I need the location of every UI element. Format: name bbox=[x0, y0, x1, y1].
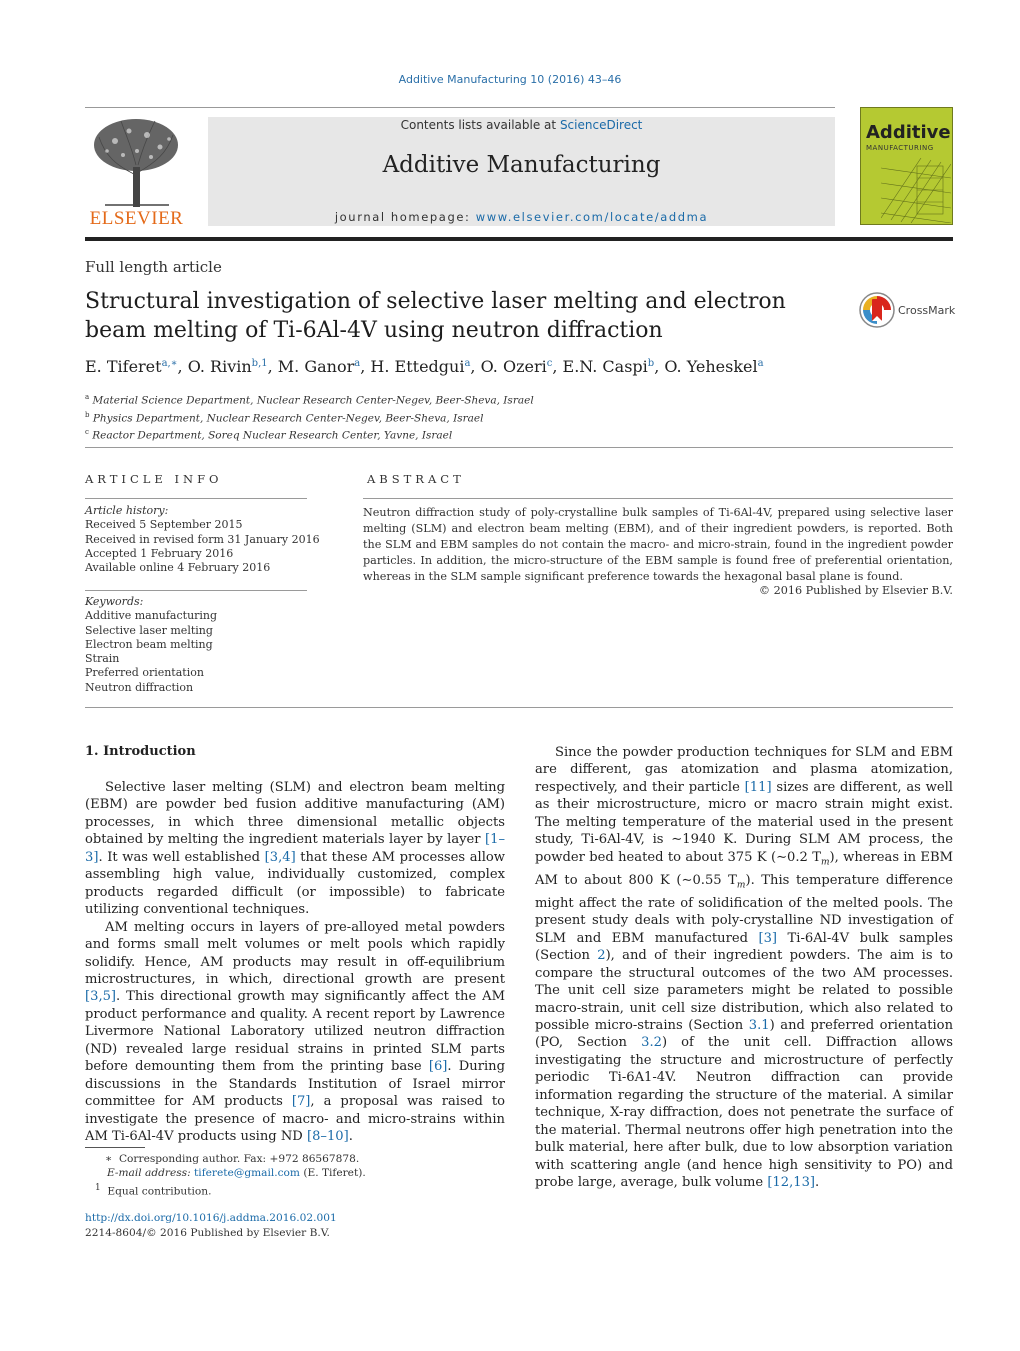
intro-paragraph-3: Since the powder production techniques for SLM and EBM are different, gas atomization and plasma atomization, respectively, and their particle [11] sizes are different, as well as their microstructure, micro or macro strain might exist. The melting temperature of the material used in the present study, Ti-6Al-4V, is ∼1940 K. During SLM AM process, the powder bed heated to about 375 K (∼0.2 $T_m$), whereas in EBM AM to about 800 K (∼0.55 $T_m$). This temperature difference might affect the rate of solidification of the melted pools. The present study deals with poly-crystalline ND investigation of SLM and EBM manufactured [3] Ti-6Al-4V bulk samples (Section 2), and of their ingredient powders. The aim is to compare the structural outcomes of the two AM processes. The unit cell size parameters might be related to possible macro-strain, unit cell size distribution, which also related to possible micro-strains (Section 3.1) and preferred orientation (PO, Section 3.2) of the unit cell. Diffraction allows investigating the structure and microstructure of perfectly periodic Ti-6A1-4V. Neutron diffraction can provide information regarding the structure of the material. A similar technique, X-ray diffraction, does not penetrate the surface of the material. Thermal neutrons offer high penetration into the bulk material, here after bulk, due to low absorption variation with scattering angle (and hence high sensitivity to PO) and probe large, average, bulk volume [12,13]. bbox=[535, 745, 954, 1191]
crossmark-icon bbox=[858, 291, 896, 329]
intro-paragraph-1: Selective laser melting (SLM) and electron beam melting (EBM) are powder bed fusion additive manufacturing (AM) processes, in which three dimensional metallic objects obtained by melting the ingredient materials layer by layer [1–3]. It was well established [3,4] that these AM processes allow assembling high value, individually customized, complex products regarded difficult (or impossible) to fabricate utilizing conventional techniques. bbox=[85, 780, 505, 918]
author-affiliation-marker[interactable]: c bbox=[546, 358, 553, 369]
citation-link[interactable]: [12,13] bbox=[767, 1175, 816, 1191]
journal-title: Additive Manufacturing bbox=[382, 152, 661, 178]
body-column-left bbox=[85, 779, 505, 1146]
keyword-item: Electron beam melting bbox=[85, 637, 213, 651]
journal-homepage bbox=[208, 210, 835, 224]
elsevier-tree-icon bbox=[85, 115, 188, 207]
keywords bbox=[85, 595, 217, 695]
citation-link[interactable]: 3.2 bbox=[641, 1035, 662, 1051]
cover-title: Additive bbox=[866, 122, 951, 143]
footnote-marker: 1 bbox=[95, 1182, 101, 1193]
homepage-link[interactable]: www.elsevier.com/locate/addma bbox=[475, 210, 709, 224]
citation-link[interactable]: [11] bbox=[744, 779, 772, 795]
introduction-heading: 1. Introduction bbox=[85, 744, 196, 759]
article-info-rule bbox=[85, 498, 307, 499]
author-affiliation-marker[interactable]: b bbox=[647, 358, 655, 369]
cover-lattice-icon bbox=[881, 158, 951, 223]
citation-link[interactable]: [1–3] bbox=[85, 832, 505, 865]
citation-link[interactable]: 3.1 bbox=[748, 1018, 770, 1034]
history-revised: Received in revised form 31 January 2016 bbox=[85, 532, 320, 546]
affiliation-item bbox=[85, 408, 534, 426]
abstract-bottom-rule bbox=[85, 707, 953, 708]
contents-line bbox=[208, 118, 835, 132]
keywords-heading: Keywords: bbox=[85, 595, 144, 608]
author-separator: , bbox=[654, 357, 665, 376]
crossmark-label: CrossMark bbox=[898, 304, 956, 317]
footnote-marker: ∗ bbox=[105, 1153, 113, 1165]
intro-paragraph-2: AM melting occurs in layers of pre-alloyed metal powders and forms small melt volumes or melt pools which rapidly solidify. Hence, AM products may result in off-equilibrium microstructures, in which, directional growth are present [3,5]. This directional growth may significantly affect the AM product performance and quality. A recent report by Lawrence Livermore National Laboratory utilized neutron diffraction (ND) revealed large residual strains in printed SLM parts before demounting them from the printing base [6]. During discussions in the Standards Institution of Israel mirror committee for AM products [7], a proposal was raised to investigate the presence of macro- and micro-strains within AM Ti-6Al-4V products using ND [8–10]. bbox=[85, 919, 505, 1145]
email-label: E-mail address: bbox=[107, 1167, 191, 1180]
affiliations bbox=[85, 390, 534, 443]
author-separator: , bbox=[552, 357, 563, 376]
footnote-text: Equal contribution. bbox=[107, 1185, 212, 1198]
journal-reference[interactable]: Additive Manufacturing 10 (2016) 43–46 bbox=[398, 73, 622, 86]
citation-link[interactable]: [8–10] bbox=[306, 1129, 349, 1145]
author-affiliation-marker[interactable]: a bbox=[354, 358, 361, 369]
keyword-item: Neutron diffraction bbox=[85, 680, 194, 694]
author-name[interactable]: O. Ozeri bbox=[480, 357, 547, 376]
citation-link[interactable]: 2 bbox=[597, 948, 606, 964]
abstract-heading: ABSTRACT bbox=[367, 472, 465, 486]
journal-cover[interactable] bbox=[860, 107, 953, 225]
doi-block bbox=[85, 1211, 337, 1241]
author-name[interactable]: O. Rivin bbox=[187, 357, 252, 376]
email-link[interactable]: tiferete@gmail.com bbox=[194, 1167, 300, 1180]
author-separator: , bbox=[470, 357, 481, 376]
footnote-text: Corresponding author. Fax: +972 86567878. bbox=[118, 1153, 360, 1165]
affiliation-text: Physics Department, Nuclear Research Center-Negev, Beer-Sheva, Israel bbox=[92, 412, 484, 424]
cover-subtitle: MANUFACTURING bbox=[866, 144, 934, 152]
history-received: Received 5 September 2015 bbox=[85, 518, 243, 532]
citation-link[interactable]: [7] bbox=[291, 1094, 311, 1110]
email-owner: (E. Tiferet). bbox=[303, 1167, 366, 1180]
equal-contribution-note bbox=[85, 1181, 366, 1199]
article-history bbox=[85, 504, 320, 575]
keyword-item: Preferred orientation bbox=[85, 666, 204, 680]
author-name[interactable]: H. Ettedgui bbox=[370, 357, 465, 376]
header-rule bbox=[85, 107, 835, 108]
citation-link[interactable]: [3,4] bbox=[264, 849, 296, 865]
email-note bbox=[85, 1166, 366, 1180]
author-list bbox=[85, 357, 764, 376]
author-name[interactable]: O. Yeheskel bbox=[664, 357, 758, 376]
author-affiliation-marker[interactable]: a bbox=[464, 358, 471, 369]
contents-prefix: Contents lists available at bbox=[400, 118, 560, 132]
article-history-heading: Article history: bbox=[85, 504, 169, 517]
author-separator: , bbox=[360, 357, 371, 376]
crossmark-badge[interactable] bbox=[858, 291, 958, 331]
homepage-prefix: journal homepage: bbox=[334, 210, 476, 224]
author-name[interactable]: E.N. Caspi bbox=[562, 357, 648, 376]
article-type: Full length article bbox=[85, 258, 222, 276]
doi-link[interactable]: http://dx.doi.org/10.1016/j.addma.2016.02.001 bbox=[85, 1212, 337, 1224]
keywords-rule bbox=[85, 590, 307, 591]
affiliation-marker: a bbox=[85, 393, 90, 401]
affiliation-marker: b bbox=[85, 410, 90, 419]
author-separator: , bbox=[267, 357, 278, 376]
author-name[interactable]: M. Ganor bbox=[277, 357, 355, 376]
affiliation-text: Reactor Department, Soreq Nuclear Research Center, Yavne, Israel bbox=[92, 429, 453, 442]
elsevier-wordmark: ELSEVIER bbox=[89, 208, 184, 229]
history-accepted: Accepted 1 February 2016 bbox=[85, 546, 234, 560]
author-separator: , bbox=[177, 357, 188, 376]
keyword-item: Selective laser melting bbox=[85, 623, 213, 637]
history-online: Available online 4 February 2016 bbox=[85, 561, 271, 575]
article-info-heading: ARTICLE INFO bbox=[85, 472, 223, 486]
citation-link[interactable]: [3] bbox=[758, 930, 778, 946]
issn-line: 2214-8604/© 2016 Published by Elsevier B.V. bbox=[85, 1227, 330, 1239]
keyword-item: Additive manufacturing bbox=[85, 609, 218, 623]
corresponding-author-note bbox=[85, 1152, 366, 1166]
sciencedirect-link[interactable]: ScienceDirect bbox=[559, 118, 643, 132]
citation-link[interactable]: [3,5] bbox=[85, 989, 117, 1005]
author-affiliation-marker[interactable]: a,∗ bbox=[161, 358, 178, 369]
body-column-right bbox=[535, 744, 953, 1192]
subscript: m bbox=[820, 857, 830, 868]
affiliations-rule bbox=[85, 447, 953, 448]
header-thick-rule bbox=[85, 237, 953, 241]
author-name[interactable]: E. Tiferet bbox=[85, 357, 162, 376]
elsevier-logo[interactable] bbox=[85, 115, 188, 230]
author-affiliation-marker[interactable]: b,1 bbox=[251, 358, 268, 369]
author-affiliation-marker[interactable]: a bbox=[757, 358, 764, 369]
footnote-rule bbox=[85, 1147, 145, 1148]
citation-link[interactable]: [6] bbox=[428, 1059, 448, 1075]
keyword-item: Strain bbox=[85, 652, 120, 666]
footnotes bbox=[85, 1152, 366, 1199]
article-title: Structural investigation of selective laser melting and electron beam melting of Ti-6Al-4V using neutron diffraction bbox=[85, 289, 786, 343]
abstract-copyright: © 2016 Published by Elsevier B.V. bbox=[758, 584, 953, 597]
affiliation-text: Material Science Department, Nuclear Research Center-Negev, Beer-Sheva, Israel bbox=[92, 394, 534, 407]
affiliation-item bbox=[85, 390, 534, 408]
abstract-text: Neutron diffraction study of poly-crystalline bulk samples of Ti-6Al-4V, prepared using selective laser melting (SLM) and electron beam melting (EBM), and of their ingredient powders, is reported. Both the SLM and EBM samples do not contain the macro- and micro-strain, found in the ingredient powder particles. In addition, the micro-structure of the EBM sample is found free of preferential orientation, whereas in the SLM sample significant preference towards the hexagonal basal plane is found. bbox=[363, 506, 953, 583]
subscript: m bbox=[736, 880, 746, 891]
affiliation-item bbox=[85, 425, 534, 443]
abstract-rule bbox=[363, 498, 953, 499]
affiliation-marker: c bbox=[85, 428, 89, 436]
